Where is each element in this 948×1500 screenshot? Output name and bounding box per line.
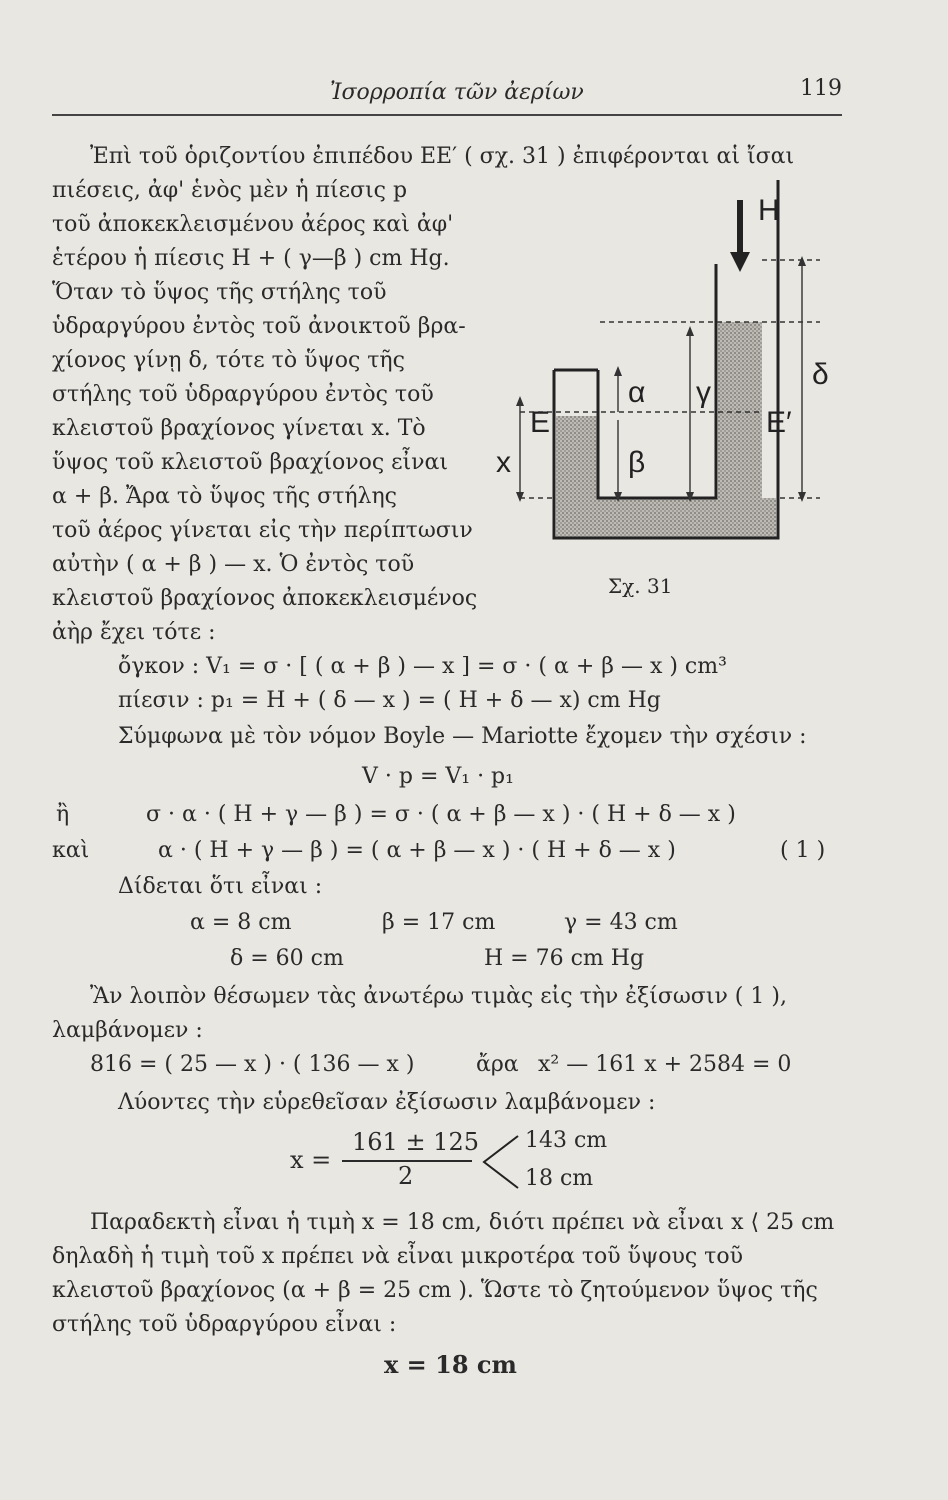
solution-root-1: 143 cm	[525, 1128, 608, 1153]
quadratic-equation: x² — 161 x + 2584 = 0	[538, 1052, 792, 1077]
given-beta: β = 17 cm	[382, 910, 496, 935]
given-gamma: γ = 43 cm	[564, 910, 678, 935]
equation-number: ( 1 )	[780, 838, 826, 863]
conclusion-line: Παραδεκτὴ εἶναι ἡ τιμὴ x = 18 cm, διότι πρέπει νὰ εἶναι x ⟨ 25 cm	[90, 1210, 835, 1235]
header-rule	[52, 114, 842, 116]
figure-label-x: x	[496, 446, 511, 479]
figure-caption: Σχ. 31	[608, 574, 673, 598]
paragraph-line: κλειστοῦ βραχίονος ἀποκεκλεισμένος	[52, 586, 478, 611]
arrow-down-icon	[730, 200, 750, 272]
u-tube-figure	[490, 180, 850, 540]
paragraph-line: κλειστοῦ βραχίονος γίνεται x. Τὸ	[52, 416, 426, 441]
mercury-open-arm	[718, 322, 762, 512]
conclusion-line: δηλαδὴ ἡ τιμὴ τοῦ x πρέπει νὰ εἶναι μικροτέρα τοῦ ὕψους τοῦ	[52, 1244, 743, 1269]
figure-label-gamma: γ	[696, 376, 711, 409]
figure-label-beta: β	[628, 446, 646, 479]
conclusion-line: κλειστοῦ βραχίονος (α + β = 25 cm ). Ὥστε τὸ ζητούμενον ὕψος τῆς	[52, 1278, 818, 1303]
page-number: 119	[800, 76, 842, 101]
figure-label-E: E	[530, 406, 551, 439]
substituted-equation: 816 = ( 25 — x ) · ( 136 — x )	[90, 1052, 415, 1077]
paragraph-line: α + β. Ἄρα τὸ ὕψος τῆς στήλης	[52, 484, 397, 509]
conclusion-line: στήλης τοῦ ὑδραργύρου εἶναι :	[52, 1312, 397, 1337]
therefore-word: ἄρα	[476, 1052, 519, 1077]
figure-label-E-prime: E′	[766, 406, 792, 439]
figure-label-delta: δ	[812, 358, 829, 391]
figure-label-alpha: α	[628, 376, 646, 409]
pressure-equation: πίεσιν : p₁ = H + ( δ — x ) = ( H + δ — x) cm Hg	[118, 688, 661, 713]
final-answer: x = 18 cm	[384, 1350, 517, 1379]
paragraph-line: ὑδραργύρου ἐντὸς τοῦ ἀνοικτοῦ βρα-	[52, 314, 466, 339]
solution-root-2: 18 cm	[525, 1166, 594, 1191]
volume-equation: ὄγκον : V₁ = σ · [ ( α + β ) — x ] = σ · ( α + β — x ) cm³	[118, 654, 727, 679]
solution-numerator: 161 ± 125	[352, 1128, 479, 1156]
boyle-equation: V · p = V₁ · p₁	[362, 764, 514, 789]
given-delta: δ = 60 cm	[230, 946, 344, 971]
paragraph-line: στήλης τοῦ ὑδραργύρου ἐντὸς τοῦ	[52, 382, 434, 407]
equation-prefix-or: ἢ	[56, 802, 70, 827]
substitute-sentence-cont: λαμβάνομεν :	[52, 1018, 203, 1043]
running-header-title: Ἰσορροπία τῶν ἀερίων	[330, 80, 584, 105]
paragraph-line: ἀὴρ ἔχει τότε :	[52, 620, 216, 645]
solution-lhs: x =	[290, 1146, 332, 1174]
solution-denominator: 2	[398, 1162, 414, 1190]
substitute-sentence: Ἂν λοιπὸν θέσωμεν τὰς ἀνωτέρω τιμὰς εἰς τὴν ἐξίσωσιν ( 1 ),	[90, 984, 787, 1009]
equation-prefix-and: καὶ	[52, 838, 90, 863]
paragraph-line: ἑτέρου ἡ πίεσις H + ( γ—β ) cm Hg.	[52, 246, 450, 271]
equation-or: σ · α · ( H + γ — β ) = σ · ( α + β — x ) · ( H + δ — x )	[146, 802, 736, 827]
figure-label-H: H	[758, 194, 780, 227]
boyle-mariotte-sentence: Σύμφωνα μὲ τὸν νόμον Boyle — Mariotte ἔχομεν τὴν σχέσιν :	[118, 724, 807, 749]
paragraph-line: πιέσεις, ἀφ' ἑνὸς μὲν ἡ πίεσις p	[52, 178, 408, 203]
paragraph-line: ὕψος τοῦ κλειστοῦ βραχίονος εἶναι	[52, 450, 449, 475]
paragraph-line: τοῦ ἀέρος γίνεται εἰς τὴν περίπτωσιν	[52, 518, 473, 543]
equation-1: α · ( H + γ — β ) = ( α + β — x ) · ( H + δ — x )	[158, 838, 676, 863]
branch-bracket-icon	[480, 1130, 520, 1190]
paragraph-line: Ἐπὶ τοῦ ὁριζοντίου ἐπιπέδου ΕΕ′ ( σχ. 31 ) ἐπιφέρονται αἱ ἴσαι	[90, 144, 795, 169]
given-sentence: Δίδεται ὅτι εἶναι :	[118, 874, 323, 899]
given-H: H = 76 cm Hg	[484, 946, 645, 971]
paragraph-line: Ὅταν τὸ ὕψος τῆς στήλης τοῦ	[52, 280, 387, 305]
paragraph-line: αὐτὴν ( α + β ) — x. Ὁ ἐντὸς τοῦ	[52, 552, 415, 577]
paragraph-line: τοῦ ἀποκεκλεισμένου ἀέρος καὶ ἀφ'	[52, 212, 454, 237]
paragraph-line: χίονος γίνῃ δ, τότε τὸ ὕψος τῆς	[52, 348, 405, 373]
given-alpha: α = 8 cm	[190, 910, 292, 935]
solving-sentence: Λύοντες τὴν εὑρεθεῖσαν ἐξίσωσιν λαμβάνομεν :	[118, 1090, 656, 1115]
